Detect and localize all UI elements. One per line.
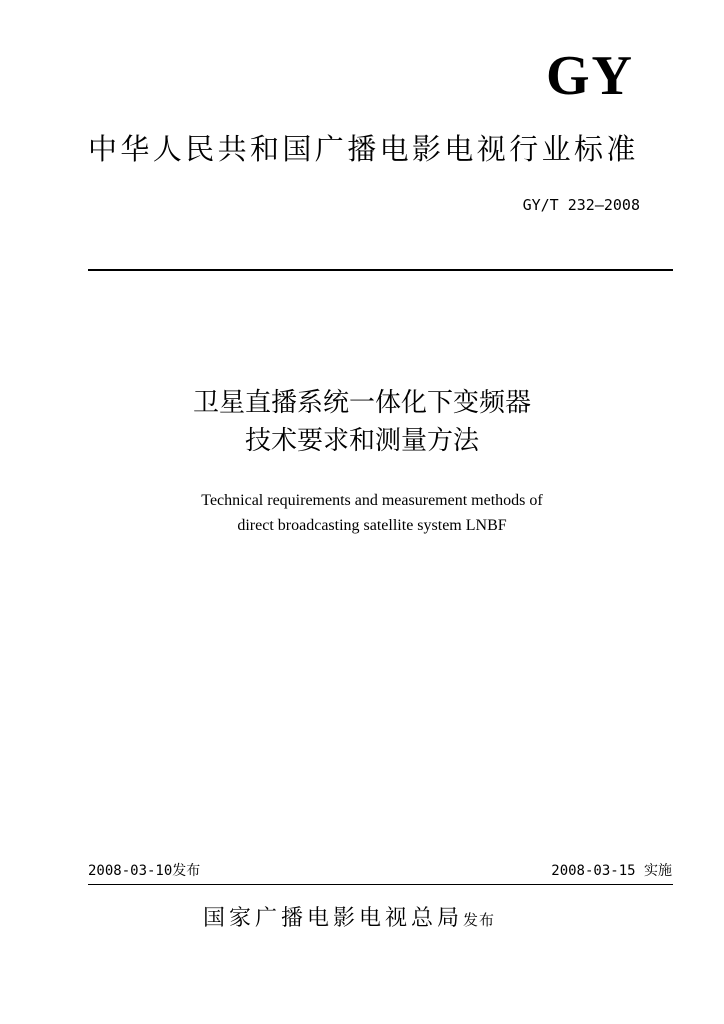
chinese-title-line-2: 技术要求和测量方法	[244, 426, 479, 456]
issue-date: 2008-03-10	[88, 863, 173, 879]
publish-action: 发布	[463, 911, 496, 929]
top-divider	[88, 269, 673, 271]
issue-date-block	[88, 864, 200, 878]
bottom-divider	[88, 884, 673, 885]
implementation-date: 2008-03-15	[551, 863, 636, 879]
gy-logo: GY	[546, 45, 634, 107]
standard-code: GY/T 232—2008	[522, 196, 640, 214]
chinese-title-line-1: 卫星直播系统一体化下变频器	[192, 388, 531, 418]
publisher-name: 国家广播电影电视总局	[203, 906, 464, 931]
implementation-label: 实施	[644, 863, 672, 879]
english-title-line-1: Technical requirements and measurement methods of	[201, 492, 543, 509]
issue-label: 发布	[172, 863, 201, 879]
implementation-date-block	[551, 864, 672, 878]
standard-type-heading: 中华人民共和国广播电影电视行业标准	[88, 132, 639, 166]
publisher-line	[203, 908, 495, 930]
english-title-line-2: direct broadcasting satellite system LNBF	[237, 517, 507, 534]
